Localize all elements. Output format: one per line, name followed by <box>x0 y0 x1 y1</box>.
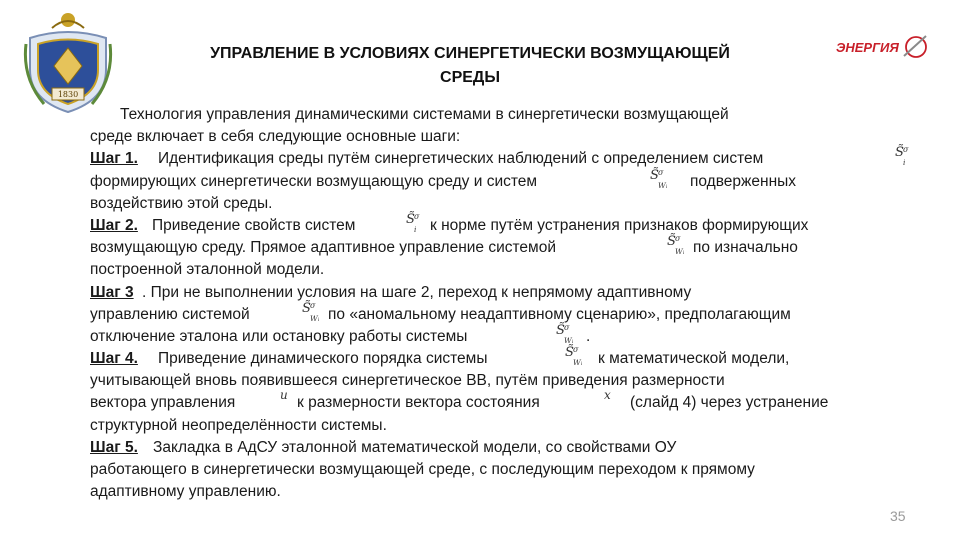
step5-text-c: адаптивному управлению. <box>90 483 281 501</box>
energia-logo <box>834 32 930 62</box>
step4-text-b: к математической модели, <box>598 350 790 368</box>
step2-label: Шаг 2. <box>90 216 138 234</box>
step1-text-b: формирующих синергетически возмущающую среду и систем <box>90 172 538 190</box>
symbol-s-wi: S̃ σ Wᵢ <box>667 234 685 257</box>
step3-text-c: по «аномальному неадаптивному сценарию», предполагающим <box>328 305 791 323</box>
step5-text-b: работающего в синергетически возмущающей среде, с последующим переходом к прямому <box>90 461 755 478</box>
step1-text-d: воздействию этой среды. <box>90 194 273 212</box>
step4-text-e: к размерности вектора состояния <box>297 394 540 412</box>
step3-text-d: отключение эталона или остановку работы системы <box>90 327 468 345</box>
emblem-year: 1830 <box>57 90 79 99</box>
step4-text-d: вектора управления <box>90 394 236 412</box>
variable-x: x <box>604 388 611 403</box>
symbol-s-wi: S̃ σ Wᵢ <box>556 322 574 345</box>
step2-text-b: к норме путём устранения признаков формирующих <box>430 216 809 234</box>
title-line-2: СРЕДЫ <box>440 69 500 86</box>
step2-text-a: Приведение свойств систем <box>152 216 356 234</box>
step4-text-g: структурной неопределённости системы. <box>90 416 387 434</box>
step1-text-c: подверженных <box>690 172 797 190</box>
symbol-s-i: S̃ σ i <box>406 211 420 234</box>
step2-text-d: по изначально <box>693 239 798 257</box>
slide-body <box>90 104 909 503</box>
logo-text: ЭНЕРГИЯ <box>836 40 899 55</box>
step3-text-a: . При не выполнении условия на шаге 2, переход к непрямому адаптивному <box>142 283 692 301</box>
symbol-s-wi: S̃ σ Wᵢ <box>565 345 583 368</box>
step1-label: Шаг 1. <box>90 150 138 168</box>
university-emblem <box>22 8 114 116</box>
step4-text-f: (слайд 4) через устранение <box>630 394 829 412</box>
step3-text-b: управлению системой <box>90 305 250 323</box>
step5-text-a: Закладка в АдСУ эталонной математической модели, со свойствами ОУ <box>153 438 677 456</box>
step4-text-c: учитывающей вновь появившееся синергетическое ВВ, путём приведения размерности <box>90 372 725 390</box>
slide-title <box>140 42 800 90</box>
step2-text-e: построенной эталонной модели. <box>90 261 325 279</box>
step2-text-c: возмущающую среду. Прямое адаптивное управление системой <box>90 239 556 257</box>
symbol-s-wi: S̃ σ Wᵢ <box>302 300 320 323</box>
intro-line-2: среде включает в себя следующие основные шаги: <box>90 128 461 146</box>
step5-label: Шаг 5. <box>90 438 138 456</box>
page-number: 35 <box>890 508 906 524</box>
step4-text-a: Приведение динамического порядка системы <box>158 350 488 368</box>
symbol-s-i: S̃ σ i <box>895 145 909 168</box>
intro-line-1: Технология управления динамическими системами в синергетически возмущающей <box>120 106 729 123</box>
title-line-1: УПРАВЛЕНИЕ В УСЛОВИЯХ СИНЕРГЕТИЧЕСКИ ВОЗМУЩАЮЩЕЙ <box>210 45 730 62</box>
step4-label: Шаг 4. <box>90 350 138 368</box>
step1-text-a: Идентификация среды путём синергетических наблюдений с определением систем <box>158 150 764 168</box>
symbol-s-wi: S̃ σ Wᵢ <box>650 167 668 190</box>
variable-u: u <box>280 388 288 403</box>
step3-label: Шаг 3 <box>90 283 134 301</box>
step3-text-e: . <box>586 327 591 345</box>
